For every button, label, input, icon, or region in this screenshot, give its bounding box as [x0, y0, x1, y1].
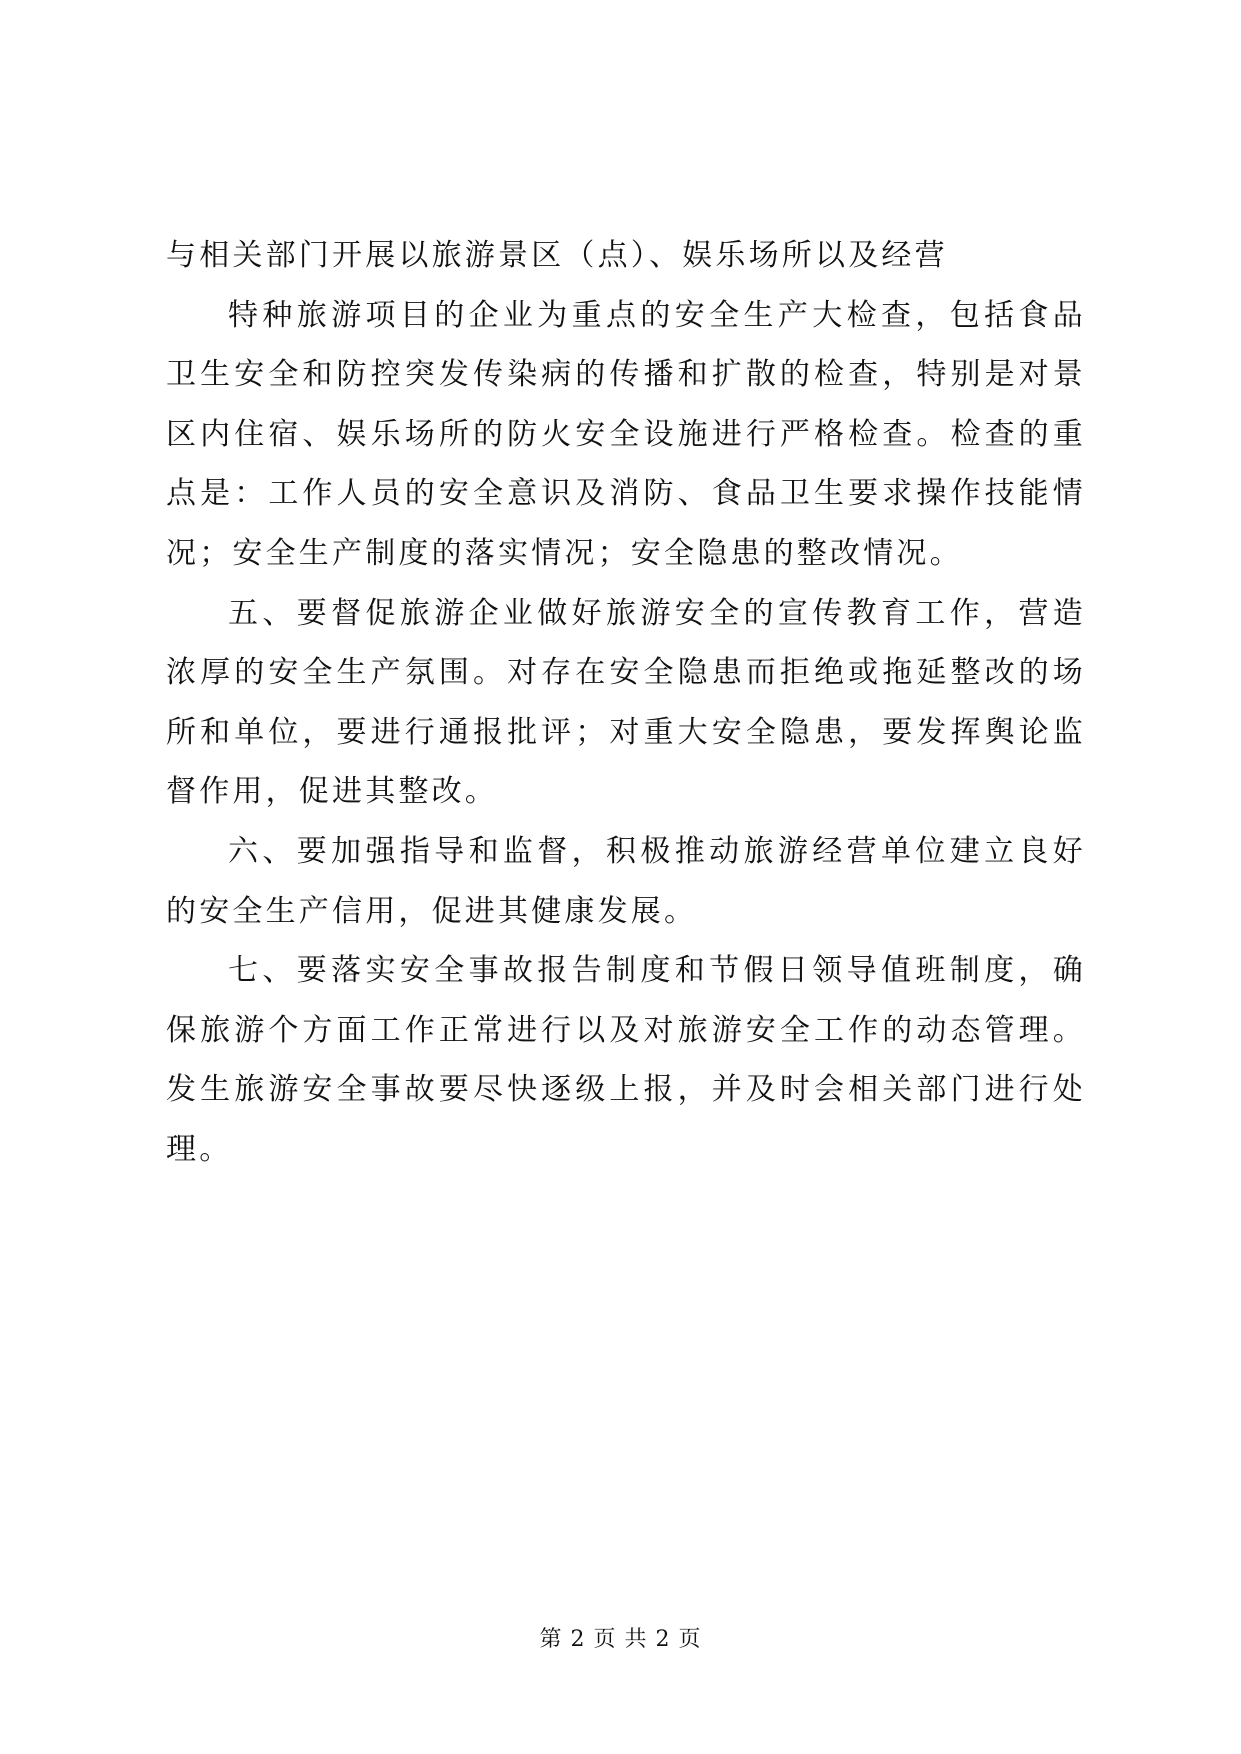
- document-body: [166, 226, 1086, 1180]
- paragraph-item-five: 五、要督促旅游企业做好旅游安全的宣传教育工作，营造浓厚的安全生产氛围。对存在安全隐患而拒绝或拖延整改的场所和单位，要进行通报批评；对重大安全隐患，要发挥舆论监督作用，促进其整改。: [166, 595, 1086, 810]
- paragraph-item-seven: 七、要落实安全事故报告制度和节假日领导值班制度，确保旅游个方面工作正常进行以及对旅游安全工作的动态管理。发生旅游安全事故要尽快逐级上报，并及时会相关部门进行处理。: [166, 953, 1086, 1167]
- paragraph-continuation: 与相关部门开展以旅游景区（点）、娱乐场所以及经营: [166, 238, 948, 273]
- page-footer: 第 2 页 共 2 页: [539, 1627, 702, 1652]
- paragraph-item-six: 六、要加强指导和监督，积极推动旅游经营单位建立良好的安全生产信用，促进其健康发展。: [166, 833, 1086, 929]
- paragraph-inspection: 特种旅游项目的企业为重点的安全生产大检查，包括食品卫生安全和防控突发传染病的传播和扩散的检查，特别是对景区内住宿、娱乐场所的防火安全设施进行严格检查。检查的重点是：工作人员的安全意识及消防、食品卫生要求操作技能情况；安全生产制度的落实情况；安全隐患的整改情况。: [166, 297, 1086, 571]
